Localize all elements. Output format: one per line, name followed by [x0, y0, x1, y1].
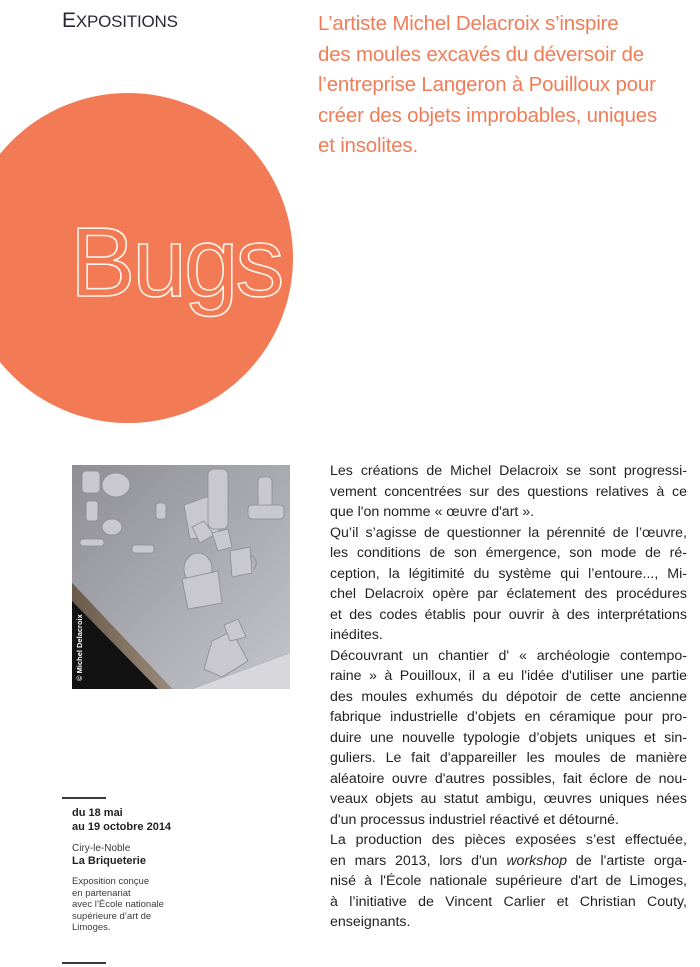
note-line: avec l’École nationale: [72, 899, 164, 910]
body-line: guliers. Le fait d'appareiller les moules de manière: [330, 750, 687, 766]
feature-title: Bugs: [70, 207, 282, 317]
bottom-rule: [62, 962, 106, 964]
intro-lede: [318, 9, 700, 162]
intro-line: créer des objets improbables, uniques: [318, 103, 658, 127]
ceramic-objects-illustration: [72, 465, 290, 689]
workshop-emphasis: workshop: [506, 852, 568, 869]
body-line: chel Delacroix opère par éclatement des procédures: [330, 586, 687, 602]
body-line: Les créations de Michel Delacroix se sont progressi-: [330, 463, 687, 479]
exhibition-dates: [72, 806, 202, 834]
note-line: Limoges.: [72, 922, 111, 933]
photo-credit: © Michel Delacroix: [75, 614, 84, 681]
intro-line: L’artiste Michel Delacroix s’inspire: [318, 12, 619, 35]
note-line: supérieure d’art de: [72, 910, 152, 922]
section-label: [62, 11, 178, 32]
body-line: et des codes établis pour ouvrir à des interprétations: [330, 606, 687, 623]
body-line: enseignants.: [330, 914, 411, 930]
exhibition-info: [72, 806, 202, 934]
intro-line: et insolites.: [318, 134, 418, 157]
body-line: Découvrant un chantier d' « archéologie contempo-: [330, 647, 687, 664]
body-line: fabrique industrielle d’objets en céramique pour pro-: [330, 709, 687, 725]
body-line: raine » à Pouilloux, il a eu l'idée d'utiliser une partie: [330, 668, 687, 684]
venue: [72, 842, 202, 868]
venue-city: Ciry-le-Noble: [72, 843, 131, 854]
body-line: duire une nouvelle typologie d’objets uniques et sin-: [330, 729, 687, 746]
body-line: les conditions de son émergence, son mode de ré-: [330, 545, 687, 561]
body-line: vement concentrées sur des questions relatives à ce: [330, 483, 687, 500]
date-start: du 18 mai: [72, 807, 123, 819]
body-line: à l’initiative de Vincent Carlier et Christian Couty,: [330, 893, 687, 910]
body-line: d'un processus industriel réactivé et détourné.: [330, 811, 619, 828]
date-end: au 19 octobre 2014: [72, 821, 172, 833]
body-line: aléatoire ouvre d'autres possibles, fait éclore de nou-: [330, 770, 687, 787]
note-line: Exposition conçue: [72, 876, 150, 887]
intro-line: des moules excavés du déversoir de: [318, 42, 644, 66]
note-line: en partenariat: [72, 887, 131, 899]
body-line: que l'on nomme « œuvre d'art ».: [330, 504, 535, 520]
body-line: ception, la légitimité du système qui l’entoure..., Mi-: [330, 565, 687, 582]
article-body: [330, 461, 687, 933]
exhibition-photo: [72, 465, 290, 689]
body-line: Qu’il s’agisse de questionner la pérennité de l’œuvre,: [330, 524, 687, 541]
section-label-rest: XPOSITIONS: [75, 12, 178, 31]
body-line: inédites.: [330, 627, 383, 643]
body-line: La production des pièces exposées s’est effectuée,: [330, 832, 687, 848]
body-line: veaux objets au statut ambigu, œuvres uniques nées: [330, 791, 687, 807]
venue-name: La Briqueterie: [72, 855, 146, 867]
partnership-note: [72, 876, 202, 934]
section-label-initial: E: [62, 9, 76, 32]
body-line-workshop: en mars 2013, lors d'un workshop de l'artiste orga-: [330, 852, 687, 869]
body-line: nisé à l'École nationale supérieure d'art de Limoges,: [330, 873, 687, 889]
top-rule: [62, 797, 106, 799]
intro-line: l’entreprise Langeron à Pouilloux pour: [318, 73, 656, 96]
body-line: des moules exhumés du dépotoir de cette ancienne: [330, 688, 687, 705]
